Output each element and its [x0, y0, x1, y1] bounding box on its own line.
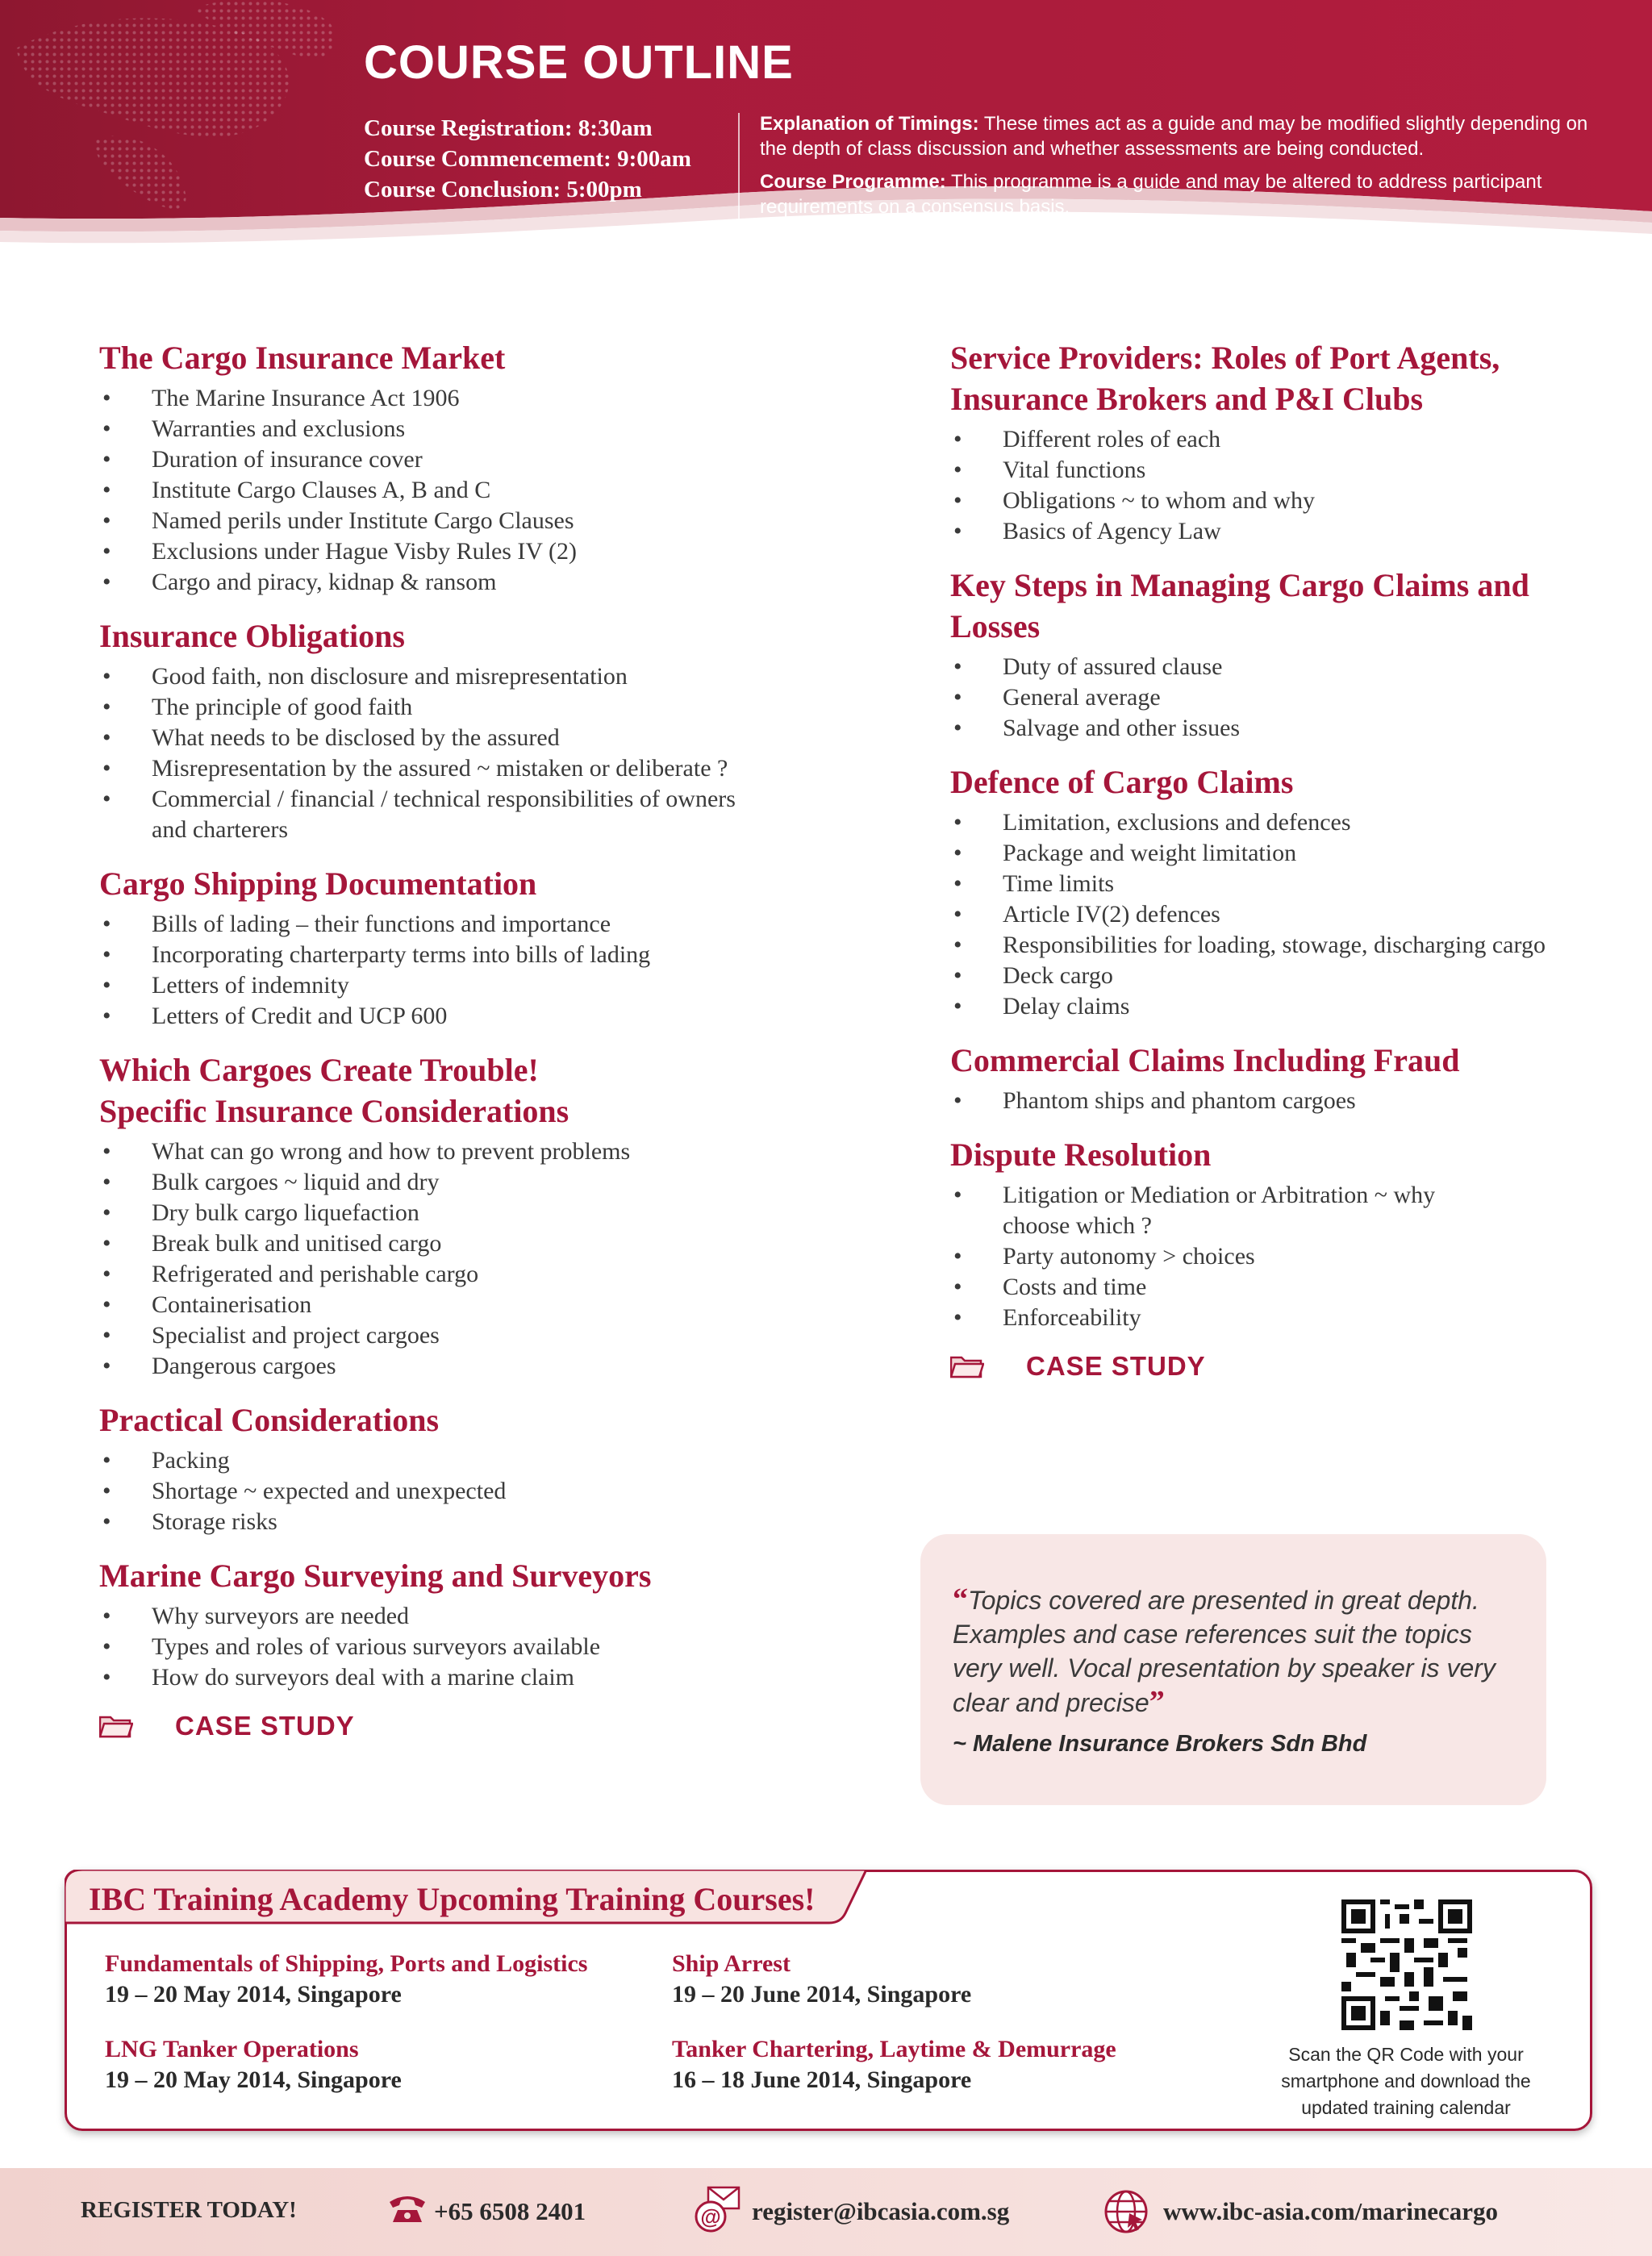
list-item: • Duty of assured clause — [950, 652, 1596, 682]
list-item: • Package and weight limitation — [950, 838, 1596, 869]
bullet-list — [99, 1136, 874, 1382]
list-item: • Bills of lading – their functions and importance — [99, 909, 874, 940]
phone-number[interactable]: +65 6508 2401 — [434, 2197, 586, 2225]
svg-text:@: @ — [700, 2204, 721, 2229]
course-name: Fundamentals of Shipping, Ports and Logistics — [105, 1950, 588, 1977]
section-title: Commercial Claims Including Fraud — [950, 1042, 1460, 1078]
course-timings — [364, 113, 691, 205]
section-title: Key Steps in Managing Cargo Claims and Losses — [950, 567, 1529, 644]
section-title: Marine Cargo Surveying and Surveyors — [99, 1558, 652, 1594]
list-item: • Containerisation — [99, 1290, 874, 1320]
list-item: • Limitation, exclusions and defences — [950, 807, 1596, 838]
folder-icon — [950, 1354, 984, 1378]
list-item: • Dry bulk cargo liquefaction — [99, 1198, 874, 1228]
list-item: • Institute Cargo Clauses A, B and C — [99, 475, 874, 506]
list-item: • Duration of insurance cover — [99, 444, 874, 475]
list-item: • Exclusions under Hague Visby Rules IV (2) — [99, 536, 874, 567]
section-service-providers — [950, 337, 1596, 547]
section-title: Practical Considerations — [99, 1402, 440, 1438]
section-defence-of-cargo-claims — [950, 761, 1596, 1022]
list-item: • General average — [950, 682, 1596, 713]
email-address[interactable]: register@ibcasia.com.sg — [752, 2197, 1010, 2225]
list-item: • Party autonomy > choices — [950, 1241, 1596, 1272]
footer-bar — [0, 2168, 1652, 2256]
header-notes — [760, 111, 1599, 227]
list-item: • Article IV(2) defences — [950, 899, 1596, 930]
course-date: 16 – 18 June 2014, Singapore — [672, 2066, 972, 2093]
bullet-list — [99, 1445, 874, 1537]
section-title: Dispute Resolution — [950, 1136, 1212, 1173]
section-title: Insurance Obligations — [99, 618, 405, 654]
registration-time: Course Registration: 8:30am — [364, 115, 653, 141]
folder-icon — [99, 1714, 133, 1738]
list-item: • Bulk cargoes ~ liquid and dry — [99, 1167, 874, 1198]
list-item: • Packing — [99, 1445, 874, 1476]
page-title: COURSE OUTLINE — [364, 36, 794, 89]
section-marine-cargo-surveying — [99, 1555, 874, 1693]
section-title: Which Cargoes Create Trouble! Specific Insurance Considerations — [99, 1052, 569, 1129]
globe-icon — [1103, 2189, 1149, 2238]
conclusion-time: Course Conclusion: 5:00pm — [364, 177, 642, 202]
list-item: • Time limits — [950, 869, 1596, 899]
list-item: • Obligations ~ to whom and why — [950, 486, 1596, 516]
course-name: Tanker Chartering, Laytime & Demurrage — [672, 2036, 1116, 2062]
section-title: Cargo Shipping Documentation — [99, 865, 537, 902]
qr-code[interactable] — [1341, 1899, 1472, 2030]
case-study-right — [950, 1351, 1596, 1382]
list-item: • How do surveyors deal with a marine claim — [99, 1662, 874, 1693]
commencement-time: Course Commencement: 9:00am — [364, 146, 691, 172]
list-item: • Types and roles of various surveyors available — [99, 1632, 874, 1662]
phone-icon — [387, 2192, 428, 2229]
bullet-list — [99, 661, 874, 845]
list-item: • Basics of Agency Law — [950, 516, 1596, 547]
list-item: • Named perils under Institute Cargo Clauses — [99, 506, 874, 536]
timings-note-label: Explanation of Timings: — [760, 113, 979, 135]
qr-caption: Scan the QR Code with your smartphone and download the updated training calendar — [1281, 2044, 1531, 2118]
left-column — [99, 337, 874, 1759]
list-item: • Costs and time — [950, 1272, 1596, 1303]
bullet-list — [950, 807, 1596, 1022]
testimonial-text: Topics covered are presented in great depth. Examples and case references suit the topics very well. Vocal presentation by speaker is very clear and precise — [953, 1586, 1496, 1717]
list-item: • Misrepresentation by the assured ~ mistaken or deliberate ? — [99, 753, 874, 784]
course-date: 19 – 20 May 2014, Singapore — [105, 2066, 402, 2093]
section-practical-considerations — [99, 1399, 874, 1537]
open-quote-mark: “ — [953, 1583, 968, 1616]
course-item[interactable] — [672, 2034, 1116, 2095]
bullet-list — [99, 909, 874, 1032]
bullet-list — [950, 652, 1596, 744]
section-dispute-resolution — [950, 1134, 1596, 1333]
header-band — [0, 0, 1652, 274]
programme-note-label: Course Programme: — [760, 171, 946, 193]
bullet-list — [950, 1086, 1596, 1116]
section-title: Defence of Cargo Claims — [950, 764, 1294, 800]
list-item: • Responsibilities for loading, stowage, discharging cargo — [950, 930, 1596, 961]
course-date: 19 – 20 June 2014, Singapore — [672, 1981, 972, 2008]
bullet-list — [950, 1180, 1596, 1333]
course-item[interactable] — [105, 2034, 402, 2095]
list-item: • Refrigerated and perishable cargo — [99, 1259, 874, 1290]
bullet-list — [99, 1601, 874, 1693]
header-divider — [738, 113, 740, 226]
testimonial-source: ~ Malene Insurance Brokers Sdn Bhd — [953, 1731, 1367, 1757]
list-item: • The principle of good faith — [99, 692, 874, 723]
case-study-label: CASE STUDY — [1026, 1351, 1206, 1381]
list-item: • Break bulk and unitised cargo — [99, 1228, 874, 1259]
timings-note — [760, 111, 1599, 161]
upcoming-courses-panel — [65, 1870, 1592, 2131]
list-item: • Letters of Credit and UCP 600 — [99, 1001, 874, 1032]
bullet-list — [950, 424, 1596, 547]
list-item: • Cargo and piracy, kidnap & ransom — [99, 567, 874, 598]
list-item: • The Marine Insurance Act 1906 — [99, 383, 874, 414]
testimonial-box — [920, 1534, 1546, 1805]
programme-note — [760, 169, 1599, 219]
section-key-steps-managing-claims — [950, 565, 1596, 744]
list-item: • Deck cargo — [950, 961, 1596, 991]
section-cargo-insurance-market — [99, 337, 874, 598]
list-item: • Why surveyors are needed — [99, 1601, 874, 1632]
list-item: • What can go wrong and how to prevent problems — [99, 1136, 874, 1167]
section-commercial-claims-fraud — [950, 1040, 1596, 1116]
course-date: 19 – 20 May 2014, Singapore — [105, 1981, 402, 2008]
testimonial-quote — [953, 1583, 1514, 1720]
list-item: • Phantom ships and phantom cargoes — [950, 1086, 1596, 1116]
programme-note-text: This programme is a guide and may be altered to address participant requirements on a consensus basis. — [760, 171, 1542, 218]
list-item: • Good faith, non disclosure and misrepresentation — [99, 661, 874, 692]
list-item: • Enforceability — [950, 1303, 1596, 1333]
section-insurance-obligations — [99, 615, 874, 845]
course-item[interactable] — [105, 1949, 587, 2010]
list-item: • Salvage and other issues — [950, 713, 1596, 744]
list-item: • What needs to be disclosed by the assured — [99, 723, 874, 753]
timings-note-text: These times act as a guide and may be modified slightly depending on the depth of class discussion and whether assessments are being conducted. — [760, 113, 1588, 160]
section-which-cargoes-create-trouble — [99, 1049, 874, 1382]
list-item: • Litigation or Mediation or Arbitration ~ why choose which ? — [950, 1180, 1596, 1241]
close-quote-mark: ” — [1149, 1685, 1165, 1719]
list-item: • Warranties and exclusions — [99, 414, 874, 444]
section-cargo-shipping-documentation — [99, 863, 874, 1032]
right-column — [950, 337, 1596, 1399]
course-item[interactable] — [672, 1949, 971, 2010]
course-name: Ship Arrest — [672, 1950, 791, 1977]
website-link[interactable]: www.ibc-asia.com/marinecargo — [1163, 2197, 1498, 2225]
list-item: • Delay claims — [950, 991, 1596, 1022]
email-icon — [694, 2186, 744, 2238]
register-today: REGISTER TODAY! — [81, 2197, 297, 2223]
case-study-label: CASE STUDY — [175, 1711, 355, 1741]
list-item: • Dangerous cargoes — [99, 1351, 874, 1382]
upcoming-title: IBC Training Academy Upcoming Training Courses! — [89, 1881, 816, 1917]
list-item: • Letters of indemnity — [99, 970, 874, 1001]
case-study-left — [99, 1711, 874, 1741]
list-item: • Vital functions — [950, 455, 1596, 486]
section-title: The Cargo Insurance Market — [99, 340, 506, 376]
list-item: • Commercial / financial / technical responsibilities of owners and charterers — [99, 784, 874, 845]
bullet-list — [99, 383, 874, 598]
list-item: • Specialist and project cargoes — [99, 1320, 874, 1351]
list-item: • Different roles of each — [950, 424, 1596, 455]
list-item: • Shortage ~ expected and unexpected — [99, 1476, 874, 1507]
list-item: • Storage risks — [99, 1507, 874, 1537]
course-name: LNG Tanker Operations — [105, 2036, 359, 2062]
list-item: • Incorporating charterparty terms into bills of lading — [99, 940, 874, 970]
section-title: Service Providers: Roles of Port Agents, Insurance Brokers and P&I Clubs — [950, 340, 1500, 417]
